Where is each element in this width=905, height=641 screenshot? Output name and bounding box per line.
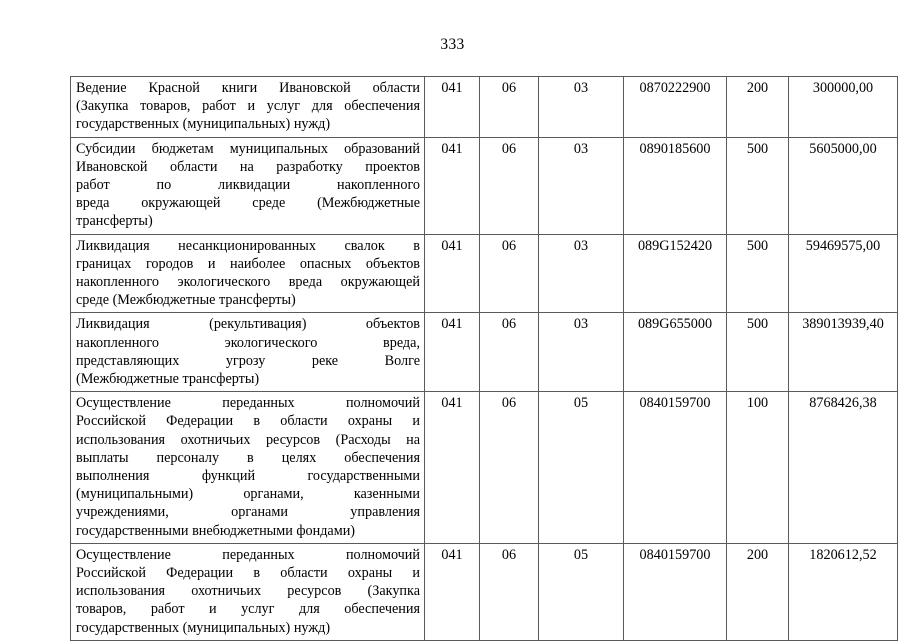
description-line: (муниципальными) органами, казенными (76, 486, 420, 503)
cell-target-article: 0890185600 (624, 137, 727, 234)
description-line: представляющих угрозу реке Волге (76, 352, 420, 369)
cell-chief-administrator: 041 (425, 234, 480, 313)
cell-section: 06 (480, 543, 539, 640)
cell-expense-type: 500 (727, 234, 789, 313)
cell-subsection: 03 (539, 313, 624, 392)
description-line: границах городов и наиболее опасных объектов (76, 255, 420, 272)
cell-description (71, 543, 425, 640)
description-line: трансферты) (76, 213, 153, 230)
cell-chief-administrator: 041 (425, 392, 480, 544)
description-lines (76, 394, 420, 540)
table-row (71, 234, 898, 313)
cell-amount: 59469575,00 (789, 234, 898, 313)
cell-description (71, 77, 425, 138)
description-line: вреда окружающей среде (Межбюджетные (76, 195, 420, 212)
description-line: накопленного экологического вреда окружающей (76, 274, 420, 291)
cell-amount: 8768426,38 (789, 392, 898, 544)
cell-target-article: 0870222900 (624, 77, 727, 138)
description-line: Осуществление переданных полномочий (76, 546, 420, 563)
description-line: государственными внебюджетными фондами) (76, 522, 356, 539)
description-line: (Межбюджетные трансферты) (76, 371, 260, 388)
description-line: использования охотничьих ресурсов (Закупка (76, 583, 420, 600)
description-line: Ивановской области на разработку проектов (76, 158, 420, 175)
cell-target-article: 089G655000 (624, 313, 727, 392)
table-body (71, 77, 898, 641)
cell-description (71, 313, 425, 392)
cell-subsection: 03 (539, 234, 624, 313)
cell-chief-administrator: 041 (425, 137, 480, 234)
description-line: выплаты персоналу в целях обеспечения (76, 449, 420, 466)
table-row (71, 137, 898, 234)
cell-section: 06 (480, 392, 539, 544)
cell-chief-administrator: 041 (425, 543, 480, 640)
description-line: работ по ликвидации накопленного (76, 177, 420, 194)
description-lines (76, 546, 420, 637)
description-line: Ликвидация (рекультивация) объектов (76, 316, 420, 333)
table-row (71, 392, 898, 544)
description-line: товаров, работ и услуг для обеспечения (76, 601, 420, 618)
table-row (71, 313, 898, 392)
cell-expense-type: 500 (727, 313, 789, 392)
description-lines (76, 237, 420, 310)
description-line: Ведение Красной книги Ивановской области (76, 80, 420, 96)
cell-description (71, 137, 425, 234)
cell-amount: 300000,00 (789, 77, 898, 138)
cell-subsection: 03 (539, 77, 624, 138)
description-line: использования охотничьих ресурсов (Расходы на (76, 431, 420, 448)
cell-expense-type: 100 (727, 392, 789, 544)
cell-amount: 5605000,00 (789, 137, 898, 234)
table-row (71, 77, 898, 138)
description-line: учреждениями, органами управления (76, 504, 420, 521)
cell-section: 06 (480, 137, 539, 234)
cell-expense-type: 200 (727, 77, 789, 138)
description-line: Субсидии бюджетам муниципальных образований (76, 140, 420, 157)
description-line: накопленного экологического вреда, (76, 334, 420, 351)
cell-chief-administrator: 041 (425, 313, 480, 392)
description-line: Российской Федерации в области охраны и (76, 413, 420, 430)
cell-chief-administrator: 041 (425, 77, 480, 138)
description-line: Российской Федерации в области охраны и (76, 565, 420, 582)
cell-target-article: 0840159700 (624, 392, 727, 544)
description-line: государственных (муниципальных) нужд) (76, 116, 331, 133)
cell-expense-type: 500 (727, 137, 789, 234)
cell-description (71, 234, 425, 313)
cell-section: 06 (480, 234, 539, 313)
description-lines (76, 79, 420, 134)
cell-description (71, 392, 425, 544)
cell-section: 06 (480, 77, 539, 138)
description-line: (Закупка товаров, работ и услуг для обеспечения (76, 98, 420, 115)
description-line: Ликвидация несанкционированных свалок в (76, 237, 420, 254)
cell-amount: 1820612,52 (789, 543, 898, 640)
description-lines (76, 140, 420, 231)
cell-section: 06 (480, 313, 539, 392)
cell-target-article: 0840159700 (624, 543, 727, 640)
description-lines (76, 315, 420, 388)
cell-target-article: 089G152420 (624, 234, 727, 313)
cell-subsection: 05 (539, 392, 624, 544)
description-line: Осуществление переданных полномочий (76, 395, 420, 412)
cell-amount: 389013939,40 (789, 313, 898, 392)
page-number: 333 (440, 36, 465, 53)
budget-appropriations-table (70, 76, 898, 641)
description-line: государственных (муниципальных) нужд) (76, 619, 331, 636)
description-line: среде (Межбюджетные трансферты) (76, 292, 296, 309)
cell-expense-type: 200 (727, 543, 789, 640)
cell-subsection: 05 (539, 543, 624, 640)
table-row (71, 543, 898, 640)
description-line: выполнения функций государственными (76, 468, 420, 485)
cell-subsection: 03 (539, 137, 624, 234)
